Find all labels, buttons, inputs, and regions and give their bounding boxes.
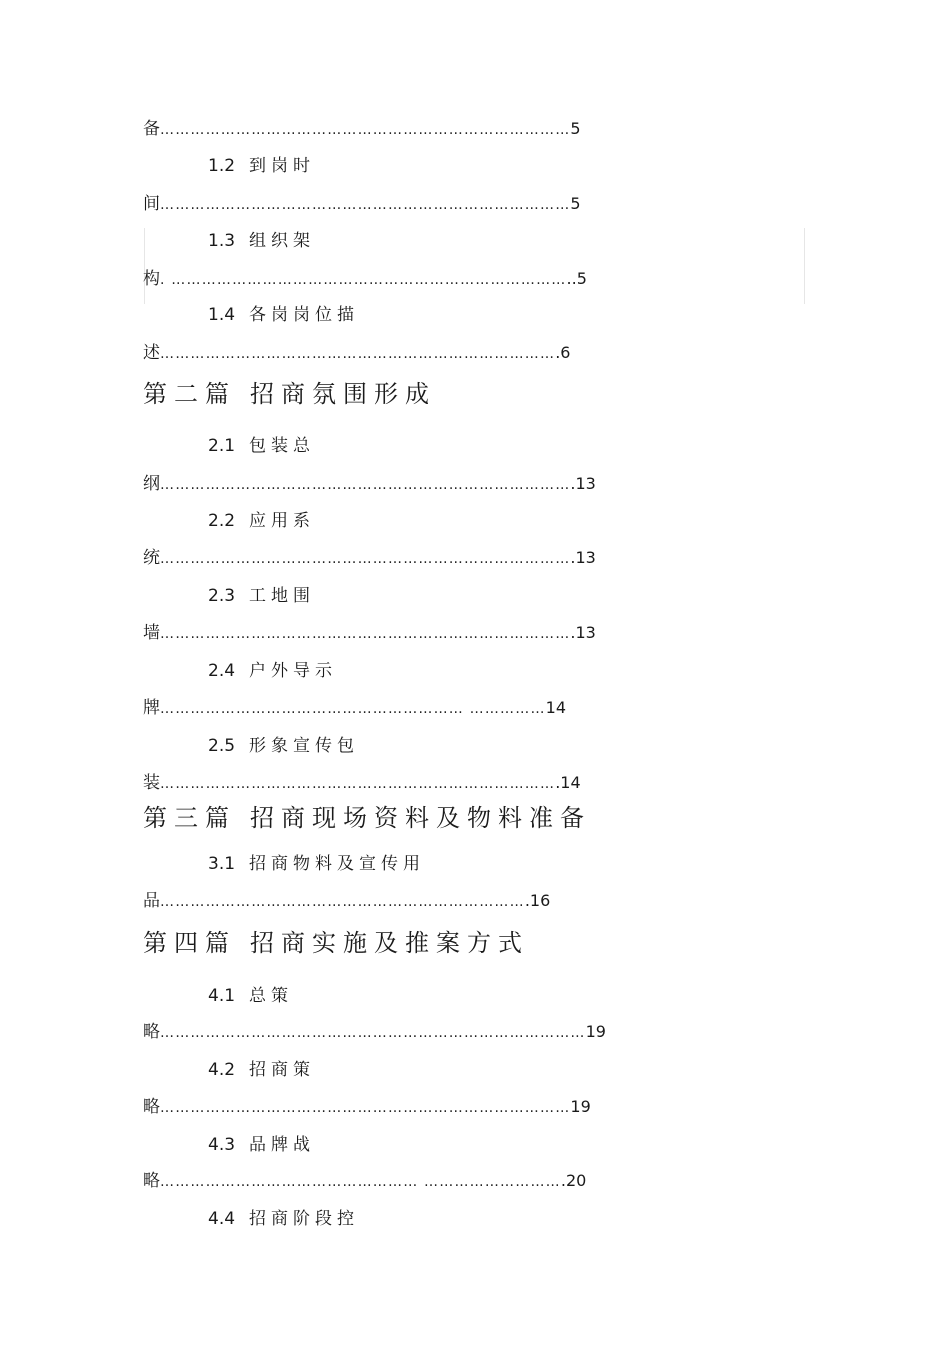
toc-entry-2-4: 2.4 户外导示 — [208, 661, 338, 681]
toc-leader-3-1: 品……………………………………………………………….16 — [143, 891, 551, 911]
toc-leader-1-1: 备………………………………………………………………………5 — [143, 119, 581, 139]
toc-entry-3-1: 3.1 招商物料及宣传用 — [208, 854, 426, 874]
toc-entry-4-1: 4.1 总策 — [208, 986, 294, 1006]
toc-entry-1-2: 1.2 到岗时 — [208, 156, 316, 176]
toc-entry-2-5: 2.5 形象宣传包 — [208, 736, 360, 756]
toc-leader-2-3: 墙……………………………………………………………………….13 — [143, 623, 596, 643]
toc-entry-2-3: 2.3 工地围 — [208, 586, 316, 606]
toc-entry-2-1: 2.1 包装总 — [208, 436, 316, 456]
toc-entry-1-4: 1.4 各岗岗位描 — [208, 305, 360, 325]
chapter-heading-3: 第三篇 招商现场资料及物料准备 — [143, 804, 591, 832]
chapter-heading-4: 第四篇 招商实施及推案方式 — [143, 929, 529, 957]
toc-entry-2-2: 2.2 应用系 — [208, 511, 316, 531]
toc-leader-1-4: 述…………………………………………………………………….6 — [143, 343, 571, 363]
toc-entry-4-2: 4.2 招商策 — [208, 1060, 316, 1080]
toc-leader-4-1: 略…………………………………………………………………………19 — [143, 1022, 606, 1042]
toc-leader-2-2: 统……………………………………………………………………….13 — [143, 548, 596, 568]
toc-leader-1-2: 间………………………………………………………………………5 — [143, 194, 581, 214]
toc-leader-2-4: 牌…………………………………………………… ……………14 — [143, 698, 567, 718]
toc-entry-4-4: 4.4 招商阶段控 — [208, 1209, 360, 1229]
toc-leader-2-1: 纲……………………………………………………………………….13 — [143, 474, 596, 494]
toc-entry-4-3: 4.3 品牌战 — [208, 1135, 316, 1155]
toc-leader-4-2: 略………………………………………………………………………19 — [143, 1097, 591, 1117]
toc-leader-4-3: 略…………………………………………… ……………………….20 — [143, 1171, 587, 1191]
page-edge-rule-right — [804, 228, 805, 304]
chapter-heading-2: 第二篇 招商氛围形成 — [143, 380, 436, 408]
toc-leader-2-5: 装…………………………………………………………………….14 — [143, 773, 581, 793]
toc-leader-1-3: 构. ……………………………………………………………………..5 — [143, 269, 587, 289]
page-edge-rule-left — [144, 228, 145, 304]
toc-entry-1-3: 1.3 组织架 — [208, 231, 316, 251]
